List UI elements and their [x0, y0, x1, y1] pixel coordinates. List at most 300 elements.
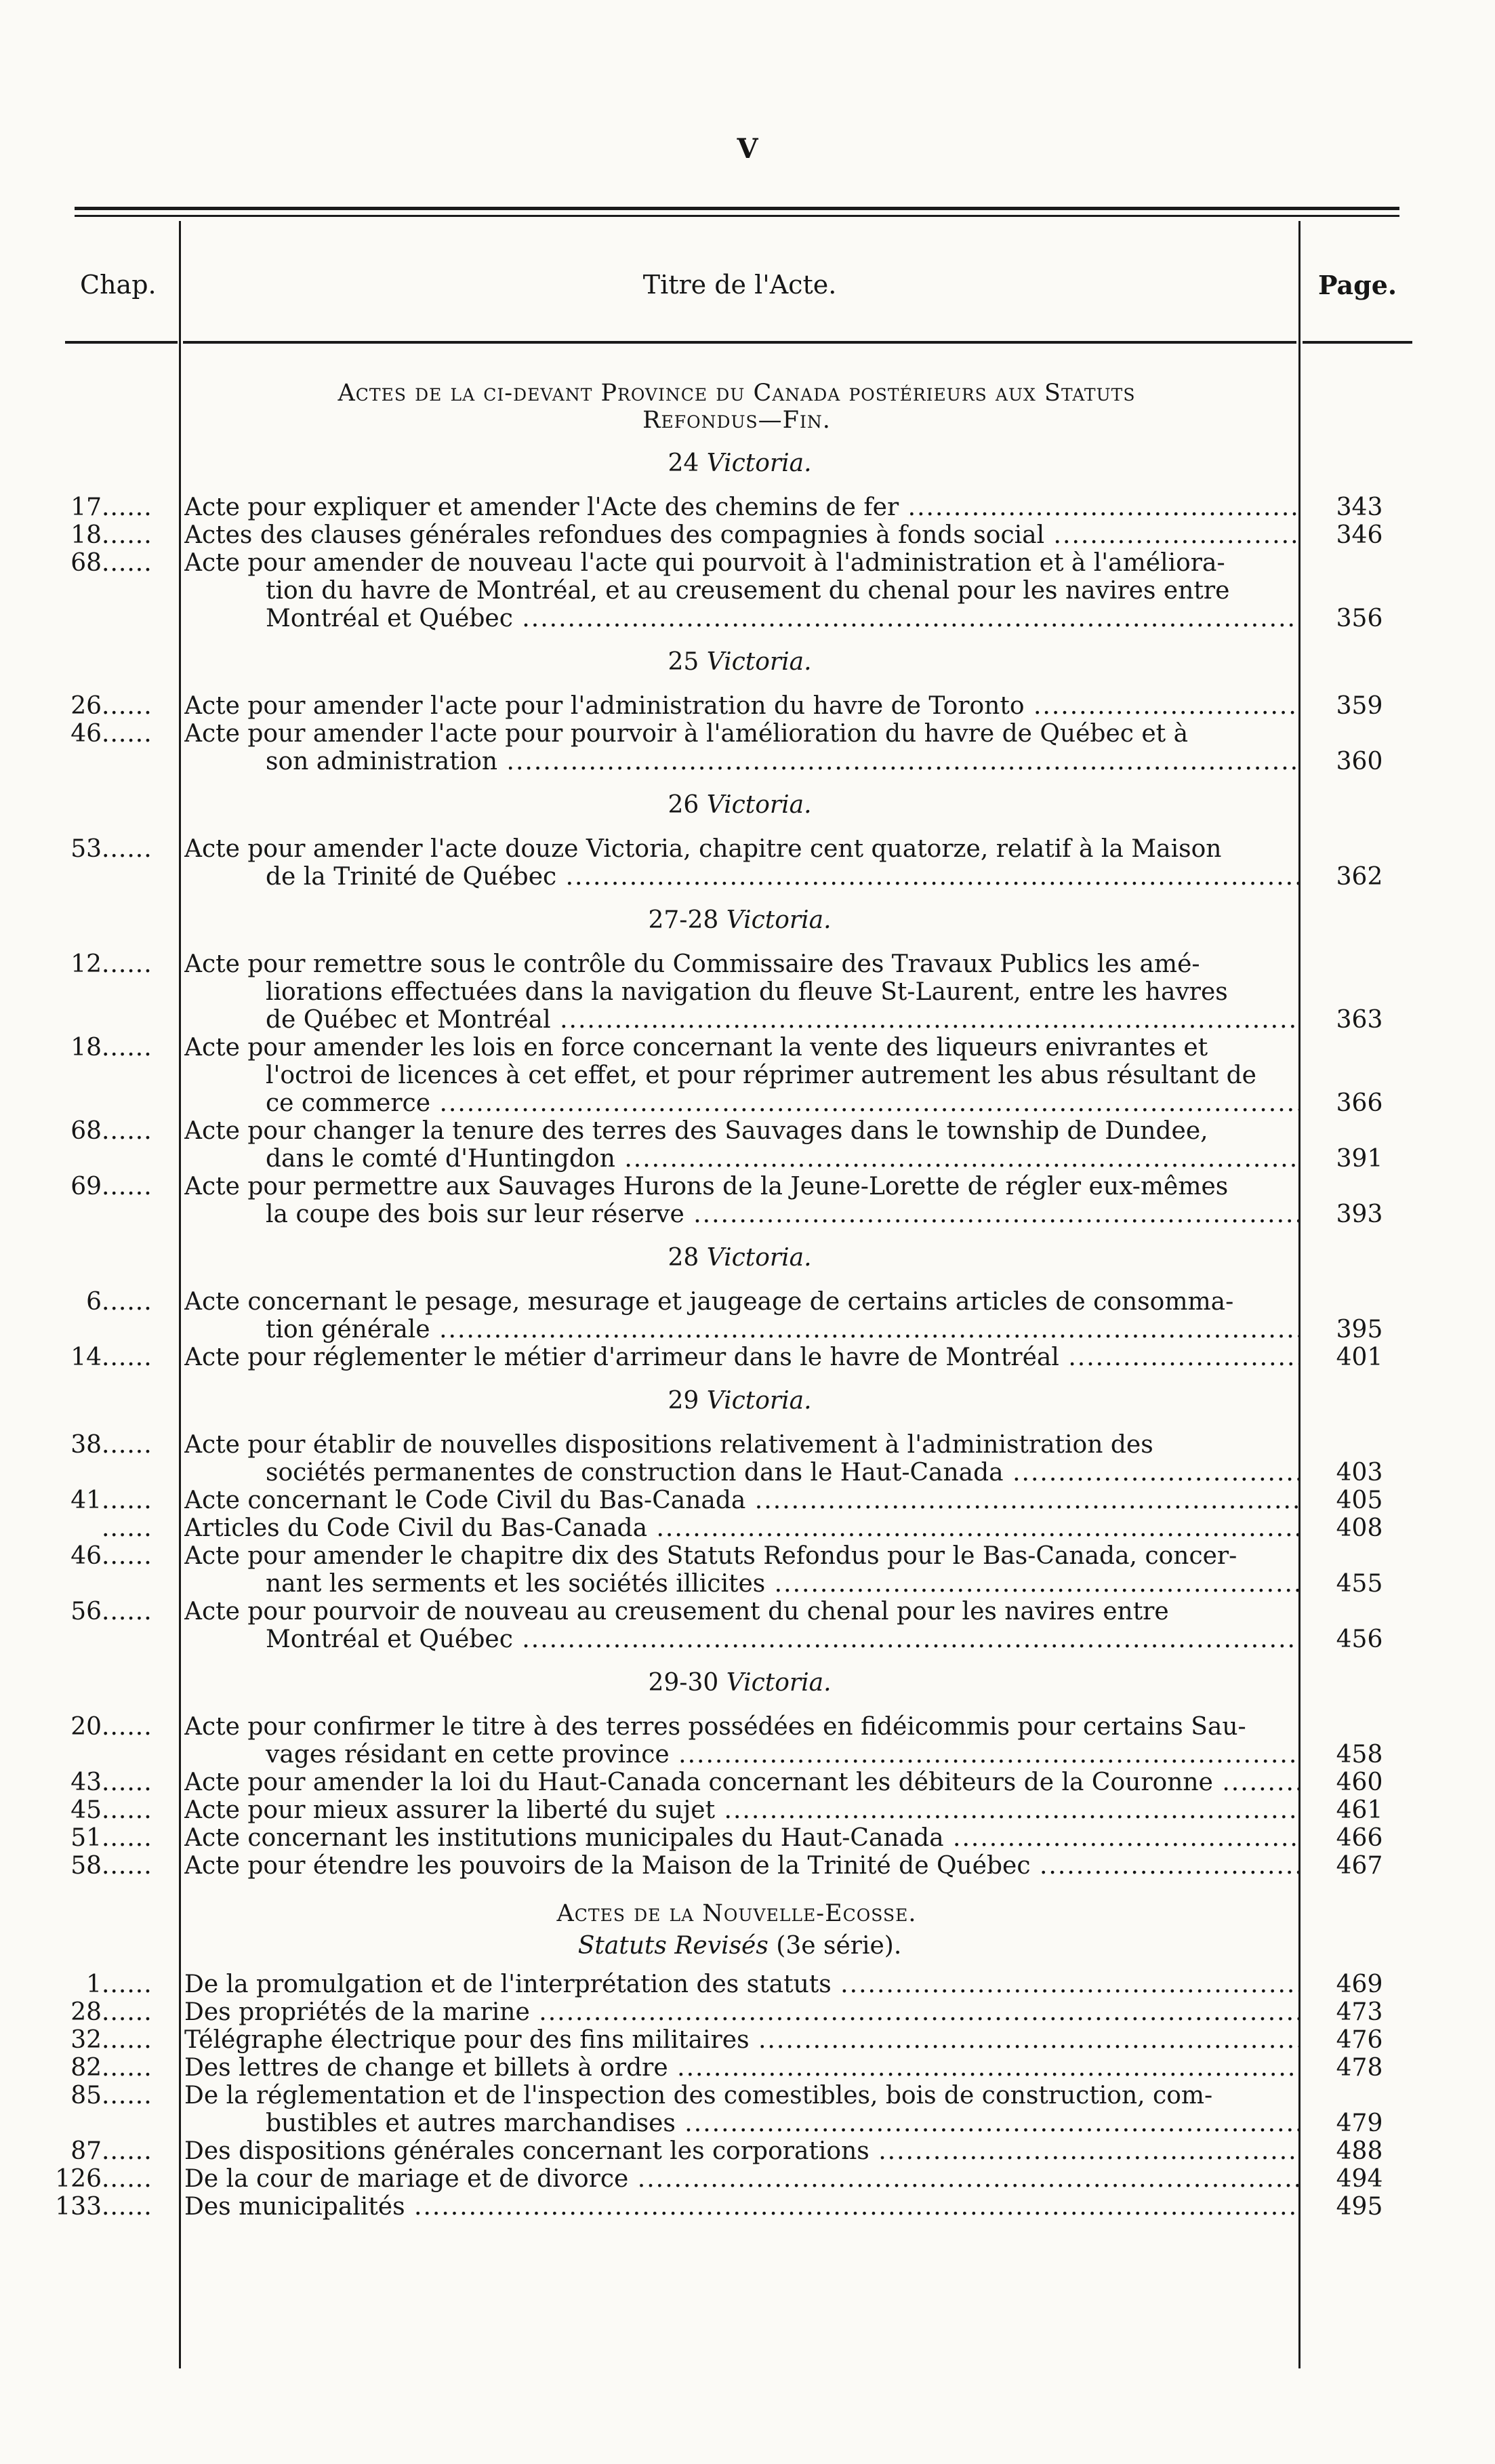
act-title-text: Des municipalités ..... [184, 2193, 1298, 2221]
chapter-number-value: 58 [70, 1852, 102, 1880]
page-reference: 356 [1336, 605, 1383, 632]
column-header-page: Page. [1318, 270, 1397, 300]
act-title-text: Acte pour amender les lois en force concernant la vente des liqueurs enivrantes et [184, 1034, 1208, 1062]
chapter-leader-dots: ...... [102, 1598, 152, 1625]
chapter-number [0, 2054, 179, 2082]
chapter-leader-dots: ...... [102, 720, 152, 748]
act-title-text: Acte pour amender l'acte douze Victoria, chapitre cent quatorze, relatif à la Maison [184, 835, 1222, 863]
act-title-text: Acte pour amender la loi du Haut-Canada concernant les débiteurs de la Couronne ..... [184, 1769, 1298, 1796]
act-title-line [184, 1459, 1298, 1487]
act-title-line [184, 1852, 1298, 1880]
session-year: 29 [668, 1387, 699, 1415]
section-title-nova-scotia: Actes de la Nouvelle-Ecosse. [556, 1900, 917, 1927]
chapter-number [0, 1769, 179, 1796]
act-title-text: Montréal et Québec ..... [266, 605, 1298, 632]
toc-entry [0, 493, 1495, 521]
chapter-number [0, 1514, 179, 1542]
chapter-number [0, 720, 179, 775]
toc-entry [0, 1173, 1495, 1228]
chapter-number-value: 17 [70, 493, 102, 521]
act-title [179, 1288, 1298, 1344]
act-title-text: dans le comté d'Huntingdon ..... [266, 1145, 1298, 1173]
session-reign: Victoria. [706, 449, 812, 477]
chapter-leader-dots: ...... [102, 2165, 152, 2193]
chapter-leader-dots: ...... [102, 549, 152, 577]
act-title-text: Acte pour mieux assurer la liberté du sujet ..... [184, 1796, 1298, 1824]
toc-entry [0, 1344, 1495, 1371]
chapter-number [0, 493, 179, 521]
act-title-text: Actes des clauses générales refondues des compagnies à fonds social ..... [184, 521, 1298, 549]
subtitle-main: Statuts Revisés [577, 1932, 769, 1960]
act-title-text: Acte pour changer la tenure des terres des Sauvages dans le township de Dundee, [184, 1117, 1208, 1145]
toc-entry [0, 835, 1495, 891]
toc-entry [0, 1769, 1495, 1796]
section-title-line: Refondus—Fin. [642, 407, 831, 434]
chapter-number-value: 68 [70, 549, 102, 577]
toc-entry [0, 2054, 1495, 2082]
chapter-number [0, 692, 179, 720]
act-title [179, 1514, 1298, 1542]
page-reference: 455 [1336, 1570, 1383, 1598]
chapter-number [0, 2165, 179, 2193]
session-reign: Victoria. [726, 906, 832, 934]
act-title-text: Acte pour établir de nouvelles dispositions relativement à l'administration des [184, 1431, 1153, 1459]
chapter-number [0, 1173, 179, 1228]
chapter-leader-dots: ...... [102, 1824, 152, 1852]
act-title-text: nant les serments et les sociétés illicites ..... [266, 1570, 1298, 1598]
section-subtitle [183, 1931, 1296, 1961]
page-reference: 366 [1336, 1089, 1383, 1117]
page-reference: 343 [1336, 493, 1383, 521]
section-title-line: Actes de la ci-devant Province du Canada postérieurs aux Statuts [337, 380, 1136, 407]
chapter-number-value: 18 [70, 521, 102, 549]
chapter-number [0, 1713, 179, 1769]
act-title-line [184, 1431, 1298, 1459]
chapter-leader-dots: ...... [102, 1514, 152, 1542]
chapter-number-value: 82 [70, 2054, 102, 2082]
session-heading [183, 449, 1296, 479]
column-header-chap: Chap. [80, 270, 157, 300]
act-title [179, 493, 1298, 521]
top-rule-inner [75, 215, 1399, 217]
header-rule-page [1303, 341, 1412, 344]
chapter-number [0, 950, 179, 1034]
chapter-leader-dots: ...... [102, 1288, 152, 1316]
act-title [179, 1998, 1298, 2026]
toc-entry [0, 1514, 1495, 1542]
toc-entry [0, 1998, 1495, 2026]
act-title-line [184, 1796, 1298, 1824]
toc-entry [0, 720, 1495, 775]
page-reference: 469 [1336, 1971, 1383, 1998]
act-title-line [184, 493, 1298, 521]
act-title-line [184, 1998, 1298, 2026]
act-title-text: vages résidant en cette province ..... [266, 1741, 1298, 1769]
chapter-leader-dots: ...... [102, 1487, 152, 1514]
toc-entry [0, 2026, 1495, 2054]
act-title-line [184, 1570, 1298, 1598]
act-title [179, 1117, 1298, 1173]
chapter-leader-dots: ...... [102, 1117, 152, 1145]
chapter-leader-dots: ...... [102, 1713, 152, 1741]
chapter-number [0, 2193, 179, 2221]
chapter-leader-dots: ...... [102, 1034, 152, 1062]
chapter-number [0, 1344, 179, 1371]
act-title-line [184, 1971, 1298, 1998]
chapter-number [0, 1288, 179, 1344]
session-heading [183, 1668, 1296, 1698]
act-title-text: Des dispositions générales concernant les corporations ..... [184, 2137, 1298, 2165]
act-title-line [184, 2109, 1298, 2137]
act-title [179, 835, 1298, 891]
act-title-line [184, 577, 1298, 605]
act-title-line [184, 863, 1298, 891]
page-reference: 461 [1336, 1796, 1383, 1824]
act-title [179, 1852, 1298, 1880]
act-title-text: Télégraphe électrique pour des fins militaires ..... [184, 2026, 1298, 2054]
act-title [179, 521, 1298, 549]
act-title-text: Acte pour remettre sous le contrôle du Commissaire des Travaux Publics les amé- [184, 950, 1200, 978]
session-heading [183, 906, 1296, 935]
toc-entry [0, 2165, 1495, 2193]
act-title-text: Acte pour amender de nouveau l'acte qui pourvoit à l'administration et à l'améliora- [184, 549, 1225, 577]
column-header-title: Titre de l'Acte. [642, 270, 837, 300]
act-title-text: Acte pour confirmer le titre à des terres possédées en fidéicommis pour certains Sau- [184, 1713, 1246, 1741]
toc-entry [0, 1117, 1495, 1173]
chapter-number-value: 53 [70, 835, 102, 863]
chapter-number-value: 133 [55, 2193, 102, 2221]
act-title-text: Acte pour étendre les pouvoirs de la Maison de la Trinité de Québec ..... [184, 1852, 1298, 1880]
session-heading [183, 647, 1296, 677]
chapter-leader-dots: ...... [102, 1852, 152, 1880]
act-title [179, 1487, 1298, 1514]
act-title-line [184, 1598, 1298, 1625]
toc-entry [0, 1542, 1495, 1598]
act-title-line [184, 1200, 1298, 1228]
act-title-text: son administration ..... [266, 748, 1298, 775]
session-heading [183, 1386, 1296, 1416]
chapter-number-value: 126 [55, 2165, 102, 2193]
chapter-number-value: 69 [70, 1173, 102, 1200]
act-title-line [184, 1741, 1298, 1769]
act-title-text: ce commerce ..... [266, 1089, 1298, 1117]
chapter-number-value: 12 [70, 950, 102, 978]
page-reference: 466 [1336, 1824, 1383, 1852]
toc-entry [0, 549, 1495, 632]
act-title-text: sociétés permanentes de construction dans le Haut-Canada ..... [266, 1459, 1298, 1487]
session-reign: Victoria. [706, 648, 812, 676]
session-reign: Victoria. [706, 1387, 812, 1415]
act-title [179, 2193, 1298, 2221]
page-reference: 460 [1336, 1769, 1383, 1796]
session-year: 29-30 [648, 1669, 719, 1697]
chapter-number-value: 56 [70, 1598, 102, 1625]
act-title [179, 1344, 1298, 1371]
chapter-number-value: 28 [70, 1998, 102, 2026]
page-reference: 391 [1336, 1145, 1383, 1173]
chapter-leader-dots: ...... [102, 1173, 152, 1200]
act-title [179, 1431, 1298, 1487]
page-reference: 362 [1336, 863, 1383, 891]
session-year: 28 [668, 1244, 699, 1272]
act-title-line [184, 521, 1298, 549]
chapter-number [0, 1998, 179, 2026]
session-year: 25 [668, 648, 699, 676]
chapter-leader-dots: ...... [102, 1998, 152, 2026]
chapter-leader-dots: ...... [102, 1971, 152, 1998]
chapter-number [0, 1971, 179, 1998]
chapter-number-value: 46 [70, 720, 102, 748]
toc-entry [0, 2137, 1495, 2165]
act-title-line [184, 692, 1298, 720]
session-reign: Victoria. [726, 1669, 832, 1697]
toc-entry [0, 1852, 1495, 1880]
session-heading [183, 1243, 1296, 1273]
act-title [179, 1034, 1298, 1117]
toc-entry [0, 1431, 1495, 1487]
chapter-number-value: 14 [70, 1344, 102, 1371]
chapter-leader-dots: ...... [102, 2082, 152, 2109]
act-title-text: Montréal et Québec ..... [266, 1625, 1298, 1653]
chapter-leader-dots: ...... [102, 835, 152, 863]
section-title-canada [198, 380, 1275, 434]
chapter-number [0, 2082, 179, 2137]
act-title-text: Acte pour permettre aux Sauvages Hurons de la Jeune-Lorette de régler eux-mêmes [184, 1173, 1229, 1200]
session-reign: Victoria. [706, 1244, 812, 1272]
act-title-line [184, 1288, 1298, 1316]
act-title-line [184, 2054, 1298, 2082]
chapter-leader-dots: ...... [102, 1542, 152, 1570]
act-title [179, 692, 1298, 720]
act-title-line [184, 748, 1298, 775]
act-title-line [184, 1769, 1298, 1796]
act-title-line [184, 2137, 1298, 2165]
session-year: 24 [668, 449, 699, 477]
page-reference: 346 [1336, 521, 1383, 549]
chapter-number [0, 1431, 179, 1487]
chapter-number-value: 1 [86, 1971, 102, 1998]
act-title-text: Acte pour amender l'acte pour l'administration du havre de Toronto ..... [184, 692, 1298, 720]
page-reference: 401 [1336, 1344, 1383, 1371]
act-title [179, 1824, 1298, 1852]
act-title-text: De la cour de mariage et de divorce ..... [184, 2165, 1298, 2193]
act-title-line [184, 605, 1298, 632]
chapter-leader-dots: ...... [102, 2137, 152, 2165]
act-title-text: bustibles et autres marchandises ..... [266, 2109, 1298, 2137]
chapter-leader-dots: ...... [102, 521, 152, 549]
table-of-contents [0, 380, 1495, 2221]
act-title-text: de la Trinité de Québec ..... [266, 863, 1298, 891]
act-title [179, 1971, 1298, 1998]
page-reference: 495 [1336, 2193, 1383, 2221]
session-year: 27-28 [648, 906, 719, 934]
header-rule-title [183, 341, 1296, 344]
chapter-number-value: 18 [70, 1034, 102, 1062]
subtitle-paren: (3e série). [776, 1932, 902, 1960]
toc-entry [0, 1824, 1495, 1852]
act-title-line [184, 2082, 1298, 2109]
chapter-number [0, 2026, 179, 2054]
act-title-line [184, 1173, 1298, 1200]
toc-entry [0, 2082, 1495, 2137]
top-rule [75, 207, 1399, 210]
session-year: 26 [668, 791, 699, 819]
toc-entry [0, 1713, 1495, 1769]
act-title-line [184, 549, 1298, 577]
page-reference: 479 [1336, 2109, 1383, 2137]
chapter-number [0, 1117, 179, 1173]
chapter-number-value: 85 [70, 2082, 102, 2109]
chapter-number [0, 2137, 179, 2165]
toc-entry [0, 2193, 1495, 2221]
act-title-text: Acte pour réglementer le métier d'arrimeur dans le havre de Montréal ..... [184, 1344, 1298, 1371]
page-reference: 403 [1336, 1459, 1383, 1487]
chapter-number [0, 1796, 179, 1824]
act-title-line [184, 1344, 1298, 1371]
chapter-number-value: 38 [70, 1431, 102, 1459]
page-reference: 473 [1336, 1998, 1383, 2026]
chapter-leader-dots: ...... [102, 2026, 152, 2054]
page-reference: 363 [1336, 1006, 1383, 1034]
page-reference: 478 [1336, 2054, 1383, 2082]
act-title-line [184, 2193, 1298, 2221]
act-title-text: Des lettres de change et billets à ordre ..... [184, 2054, 1298, 2082]
chapter-number-value: 51 [70, 1824, 102, 1852]
act-title-text: de Québec et Montréal ..... [266, 1006, 1298, 1034]
chapter-leader-dots: ...... [102, 1431, 152, 1459]
act-title-line [184, 835, 1298, 863]
chapter-number-value: 46 [70, 1542, 102, 1570]
chapter-number [0, 1824, 179, 1852]
chapter-number-value: 32 [70, 2026, 102, 2054]
session-heading [183, 790, 1296, 820]
chapter-leader-dots: ...... [102, 1796, 152, 1824]
act-title-text: la coupe des bois sur leur réserve ..... [266, 1200, 1298, 1228]
act-title [179, 1542, 1298, 1598]
act-title-text: Acte concernant les institutions municipales du Haut-Canada ..... [184, 1824, 1298, 1852]
page-reference: 456 [1336, 1625, 1383, 1653]
page-reference: 393 [1336, 1200, 1383, 1228]
act-title-line [184, 950, 1298, 978]
toc-entry [0, 692, 1495, 720]
act-title [179, 950, 1298, 1034]
act-title [179, 2026, 1298, 2054]
act-title-line [184, 1487, 1298, 1514]
page-reference: 359 [1336, 692, 1383, 720]
chapter-number [0, 1542, 179, 1598]
page-reference: 405 [1336, 1487, 1383, 1514]
act-title-line [184, 1713, 1298, 1741]
toc-entry [0, 1796, 1495, 1824]
toc-entry [0, 1288, 1495, 1344]
chapter-leader-dots: ...... [102, 692, 152, 720]
act-title-line [184, 1089, 1298, 1117]
act-title-line [184, 1625, 1298, 1653]
toc-entry [0, 1598, 1495, 1653]
act-title [179, 720, 1298, 775]
chapter-number [0, 1034, 179, 1117]
act-title [179, 549, 1298, 632]
chapter-number [0, 521, 179, 549]
chapter-leader-dots: ...... [102, 2193, 152, 2221]
chapter-leader-dots: ...... [102, 1769, 152, 1796]
act-title-line [184, 1006, 1298, 1034]
act-title-line [184, 1514, 1298, 1542]
chapter-number-value: 20 [70, 1713, 102, 1741]
chapter-number-value: 41 [70, 1487, 102, 1514]
act-title-text: Acte pour expliquer et amender l'Acte des chemins de fer ..... [184, 493, 1298, 521]
chapter-number-value: 26 [70, 692, 102, 720]
page-number: V [737, 133, 758, 165]
act-title [179, 2137, 1298, 2165]
act-title-text: De la réglementation et de l'inspection des comestibles, bois de construction, com- [184, 2082, 1213, 2109]
act-title [179, 1598, 1298, 1653]
session-reign: Victoria. [706, 791, 812, 819]
act-title [179, 1769, 1298, 1796]
act-title-line [184, 1316, 1298, 1344]
header-rule-chap [65, 341, 178, 344]
chapter-number-value: 6 [86, 1288, 102, 1316]
act-title-line [184, 2165, 1298, 2193]
page-reference: 458 [1336, 1741, 1383, 1769]
chapter-number-value: 68 [70, 1117, 102, 1145]
chapter-number-value: 45 [70, 1796, 102, 1824]
page-reference: 467 [1336, 1852, 1383, 1880]
act-title-text: Acte pour pourvoir de nouveau au creusement du chenal pour les navires entre [184, 1598, 1169, 1625]
chapter-number [0, 835, 179, 891]
chapter-number [0, 549, 179, 632]
page-reference: 395 [1336, 1316, 1383, 1344]
chapter-leader-dots: ...... [102, 1344, 152, 1371]
act-title [179, 1713, 1298, 1769]
chapter-number-value: 43 [70, 1769, 102, 1796]
page-reference: 476 [1336, 2026, 1383, 2054]
page-reference: 360 [1336, 748, 1383, 775]
act-title [179, 2165, 1298, 2193]
toc-entry [0, 1487, 1495, 1514]
page-reference: 408 [1336, 1514, 1383, 1542]
toc-entry [0, 1034, 1495, 1117]
act-title-text: tion générale ..... [266, 1316, 1298, 1344]
act-title-line [184, 720, 1298, 748]
act-title-text: Acte pour amender le chapitre dix des Statuts Refondus pour le Bas-Canada, concer- [184, 1542, 1237, 1570]
toc-entry [0, 950, 1495, 1034]
act-title-text: Acte concernant le pesage, mesurage et jaugeage de certains articles de consomma- [184, 1288, 1234, 1316]
act-title-text: liorations effectuées dans la navigation du fleuve St-Laurent, entre les havres [266, 978, 1228, 1006]
chapter-number [0, 1598, 179, 1653]
page-reference: 494 [1336, 2165, 1383, 2193]
act-title [179, 1796, 1298, 1824]
act-title [179, 2082, 1298, 2137]
chapter-leader-dots: ...... [102, 950, 152, 978]
act-title-line [184, 1034, 1298, 1062]
act-title-line [184, 978, 1298, 1006]
act-title-line [184, 1117, 1298, 1145]
act-title-text: Des propriétés de la marine ..... [184, 1998, 1298, 2026]
act-title-line [184, 2026, 1298, 2054]
act-title-line [184, 1542, 1298, 1570]
act-title-line [184, 1062, 1298, 1089]
session-groups [0, 449, 1495, 1880]
page-reference: 488 [1336, 2137, 1383, 2165]
chapter-leader-dots: ...... [102, 493, 152, 521]
act-title [179, 1173, 1298, 1228]
act-title-line [184, 1824, 1298, 1852]
act-title-line [184, 1145, 1298, 1173]
chapter-leader-dots: ...... [102, 2054, 152, 2082]
chapter-number-value: 87 [70, 2137, 102, 2165]
act-title-text: Acte pour amender l'acte pour pourvoir à l'amélioration du havre de Québec et à [184, 720, 1189, 748]
